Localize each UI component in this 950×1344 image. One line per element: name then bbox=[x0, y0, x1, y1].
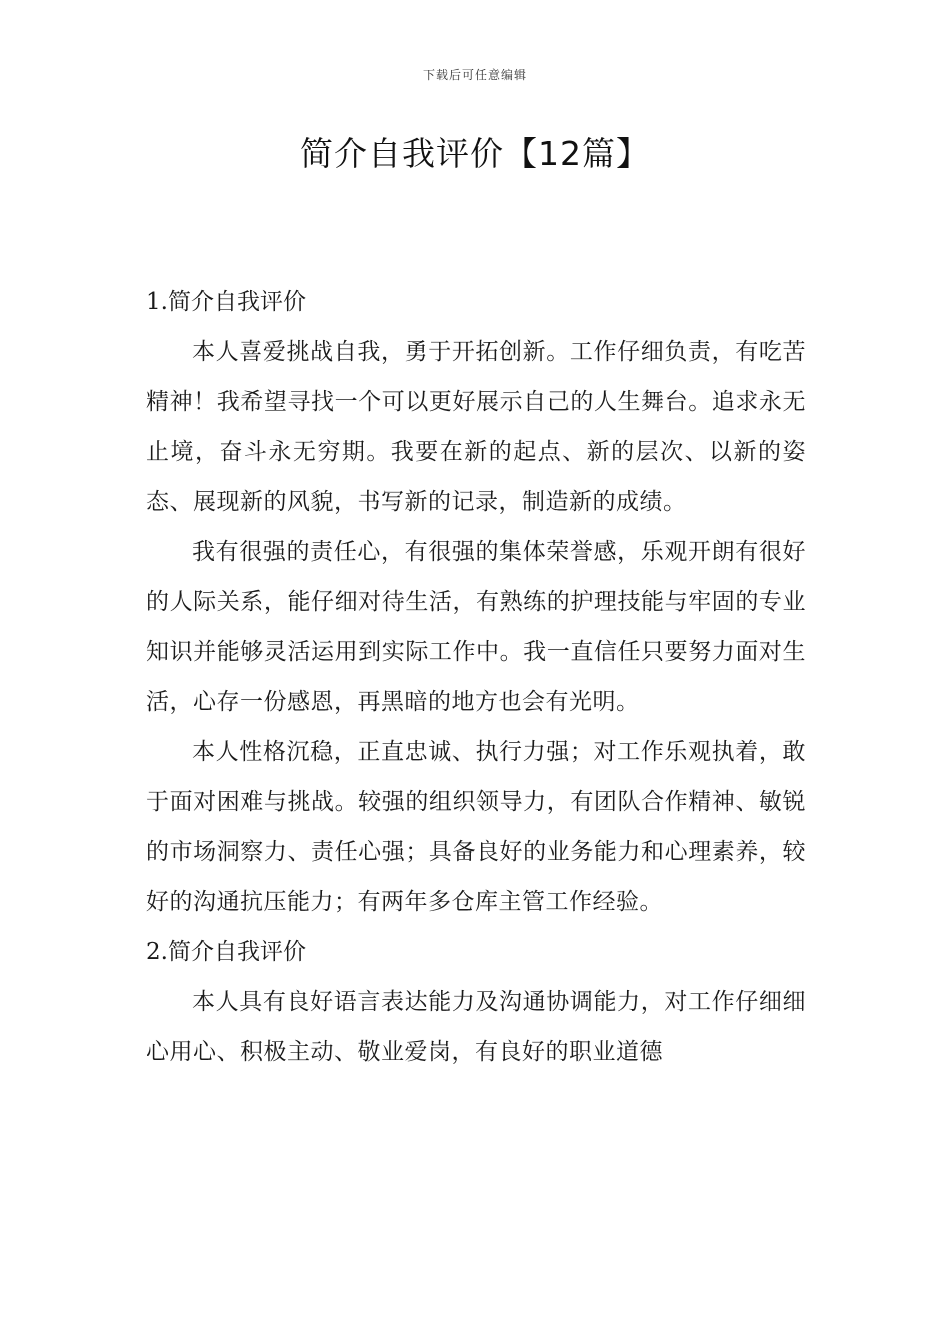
section-2 bbox=[146, 927, 806, 1077]
paragraph: 本人喜爱挑战自我，勇于开拓创新。工作仔细负责，有吃苦精神！我希望寻找一个可以更好展示自己的人生舞台。追求永无止境，奋斗永无穷期。我要在新的起点、新的层次、以新的姿态、展现新的风貌，书写新的记录，制造新的成绩。 bbox=[146, 339, 806, 515]
section-heading: 1.简介自我评价 bbox=[146, 289, 306, 315]
paragraph: 本人具有良好语言表达能力及沟通协调能力，对工作仔细细心用心、积极主动、敬业爱岗，有良好的职业道德 bbox=[146, 989, 806, 1065]
section-1 bbox=[146, 277, 806, 927]
paragraph: 我有很强的责任心，有很强的集体荣誉感，乐观开朗有很好的人际关系，能仔细对待生活，有熟练的护理技能与牢固的专业知识并能够灵活运用到实际工作中。我一直信任只要努力面对生活，心存一份感恩，再黑暗的地方也会有光明。 bbox=[146, 539, 806, 715]
header-note: 下载后可任意编辑 bbox=[422, 68, 527, 82]
document-title: 简介自我评价【12篇】 bbox=[300, 134, 650, 173]
section-heading: 2.简介自我评价 bbox=[146, 939, 306, 965]
paragraph: 本人性格沉稳，正直忠诚、执行力强；对工作乐观执着，敢于面对困难与挑战。较强的组织领导力，有团队合作精神、敏锐的市场洞察力、责任心强；具备良好的业务能力和心理素养，较好的沟通抗压能力；有两年多仓库主管工作经验。 bbox=[146, 739, 806, 915]
document-body bbox=[146, 277, 806, 1077]
